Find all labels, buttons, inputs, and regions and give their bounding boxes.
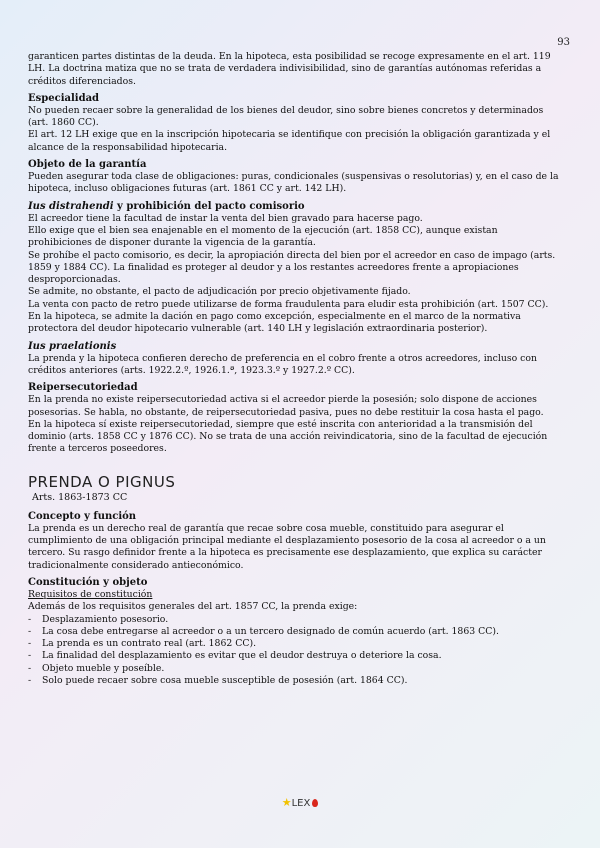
text-line: hipoteca, incluso obligaciones futuras (art. 1861 CC y art. 142 LH).	[28, 183, 347, 195]
text-line: 1859 y 1884 CC). La finalidad es proteger al deudor y a los restantes acreedores frente a apropiaciones	[28, 261, 519, 273]
text-line: El acreedor tiene la facultad de instar la venta del bien gravado para hacerse pago.	[28, 212, 423, 224]
heading-reipersecutoriedad: Reipersecutoriedad	[28, 382, 138, 394]
text-line: tradicionalmente considerado antieconómico.	[28, 559, 244, 571]
text-line: En la hipoteca, se admite la dación en pago como excepción, especialmente en el marco de la normativa	[28, 311, 521, 323]
heading-concepto: Concepto y función	[28, 510, 137, 522]
requisitos-list	[28, 614, 574, 688]
heading-ius-distrahendi	[28, 200, 574, 213]
text-line: La prenda es un derecho real de garantía que recae sobre cosa mueble, constituido para asegurar el	[28, 522, 504, 534]
especialidad-body	[28, 105, 574, 154]
ius-distrahendi-body	[28, 213, 574, 336]
text-line: posesorias. Se habla, no obstante, de reipersecutoriedad pasiva, pues no debe restituir la cosa hasta el pago.	[28, 406, 544, 418]
text-line: No pueden recaer sobre la generalidad de los bienes del deudor, sino sobre bienes concretos y determinados	[28, 104, 544, 116]
text-line: En la prenda no existe reipersecutoriedad activa si el acreedor pierde la posesión; solo dispone de acciones	[28, 394, 537, 406]
star-icon: ★	[281, 796, 292, 809]
heading-ius-praelationis	[28, 340, 574, 353]
heading-italic: Ius praelationis	[28, 340, 117, 352]
list-item: - La finalidad del desplazamiento es evitar que el deudor destruya o deteriore la cosa.	[28, 650, 574, 662]
text-line: dominio (arts. 1858 CC y 1876 CC). No se trata de una acción reivindicatoria, sino de la facultad de ejecución	[28, 431, 548, 443]
drop-icon	[312, 799, 318, 807]
subheading-requisitos: Requisitos de constitución	[28, 588, 153, 600]
text-line: En la hipoteca sí existe reipersecutoriedad, siempre que esté inscrita con anterioridad a la transmisión del	[28, 418, 533, 430]
heading-constitucion: Constitución y objeto	[28, 576, 148, 588]
list-item: - Desplazamiento posesorio.	[28, 614, 574, 626]
text-line: El art. 12 LH exige que en la inscripción hipotecaria se identifique con precisión la obligación garantizada y el	[28, 129, 551, 141]
text-line: La prenda y la hipoteca confieren derecho de preferencia en el cobro frente a otros acreedores, incluso con	[28, 352, 537, 364]
text-line: frente a terceros poseedores.	[28, 443, 167, 455]
page-number: 93	[557, 37, 570, 48]
text-line: Ello exige que el bien sea enajenable en el momento de la ejecución (art. 1858 CC), aunque existan	[28, 224, 498, 236]
text-line: prohibiciones de disponer durante la vigencia de la garantía.	[28, 237, 316, 249]
page-content	[28, 51, 574, 687]
concepto-body	[28, 523, 574, 572]
text-line: créditos anteriores (arts. 1922.2.º, 1926.1.ª, 1923.3.º y 1927.2.º CC).	[28, 364, 355, 376]
footer-logo	[0, 796, 600, 809]
text-line: créditos diferenciados.	[28, 75, 136, 87]
text-line: La venta con pacto de retro puede utilizarse de forma fraudulenta para eludir esta prohibición (art. 1507 CC).	[28, 298, 549, 310]
objeto-body	[28, 171, 574, 196]
section-title-prenda: PRENDA O PIGNUS	[28, 472, 176, 491]
section-articles: Arts. 1863-1873 CC	[32, 491, 128, 503]
list-item: - La cosa debe entregarse al acreedor o a un tercero designado de común acuerdo (art. 1863 CC).	[28, 626, 574, 638]
list-item: - Objeto mueble y poseíble.	[28, 663, 574, 675]
text-line: desproporcionadas.	[28, 274, 121, 286]
text-line: (art. 1860 CC).	[28, 117, 99, 129]
ius-praelationis-body	[28, 353, 574, 378]
text-line: Se admite, no obstante, el pacto de adjudicación por precio objetivamente fijado.	[28, 286, 411, 298]
heading-especialidad: Especialidad	[28, 92, 100, 104]
reipersecutoriedad-body	[28, 394, 574, 455]
heading-italic: Ius distrahendi	[28, 200, 114, 212]
heading-objeto: Objeto de la garantía	[28, 159, 147, 171]
list-item: - Solo puede recaer sobre cosa mueble susceptible de posesión (art. 1864 CC).	[28, 675, 574, 687]
text-line: protectora del deudor hipotecario vulnerable (art. 140 LH y legislación extraordinaria posterior).	[28, 323, 488, 335]
heading-rest: y prohibición del pacto comisorio	[113, 200, 305, 212]
text-line: tercero. Su rasgo definidor frente a la hipoteca es precisamente ese desplazamiento, que explica su carácter	[28, 547, 542, 559]
logo-text: LEX	[291, 798, 311, 809]
list-item: - La prenda es un contrato real (art. 1862 CC).	[28, 638, 574, 650]
text-line: alcance de la responsabilidad hipotecaria.	[28, 141, 228, 153]
requisitos-intro: Además de los requisitos generales del art. 1857 CC, la prenda exige:	[28, 601, 358, 613]
intro-paragraph	[28, 51, 574, 88]
text-line: Se prohíbe el pacto comisorio, es decir, la apropiación directa del bien por el acreedor en caso de impago (arts.	[28, 249, 556, 261]
text-line: Pueden asegurar toda clase de obligaciones: puras, condicionales (suspensivas o resolutorias) y, en el caso de la	[28, 171, 559, 183]
text-line: cumplimiento de una obligación principal mediante el desplazamiento posesorio de la cosa al acreedor o a un	[28, 535, 546, 547]
text-line: LH. La doctrina matiza que no se trata de verdadera indivisibilidad, sino de garantías autónomas referidas a	[28, 63, 542, 75]
text-line: garanticen partes distintas de la deuda. En la hipoteca, esta posibilidad se recoge expresamente en el art. 119	[28, 51, 551, 62]
